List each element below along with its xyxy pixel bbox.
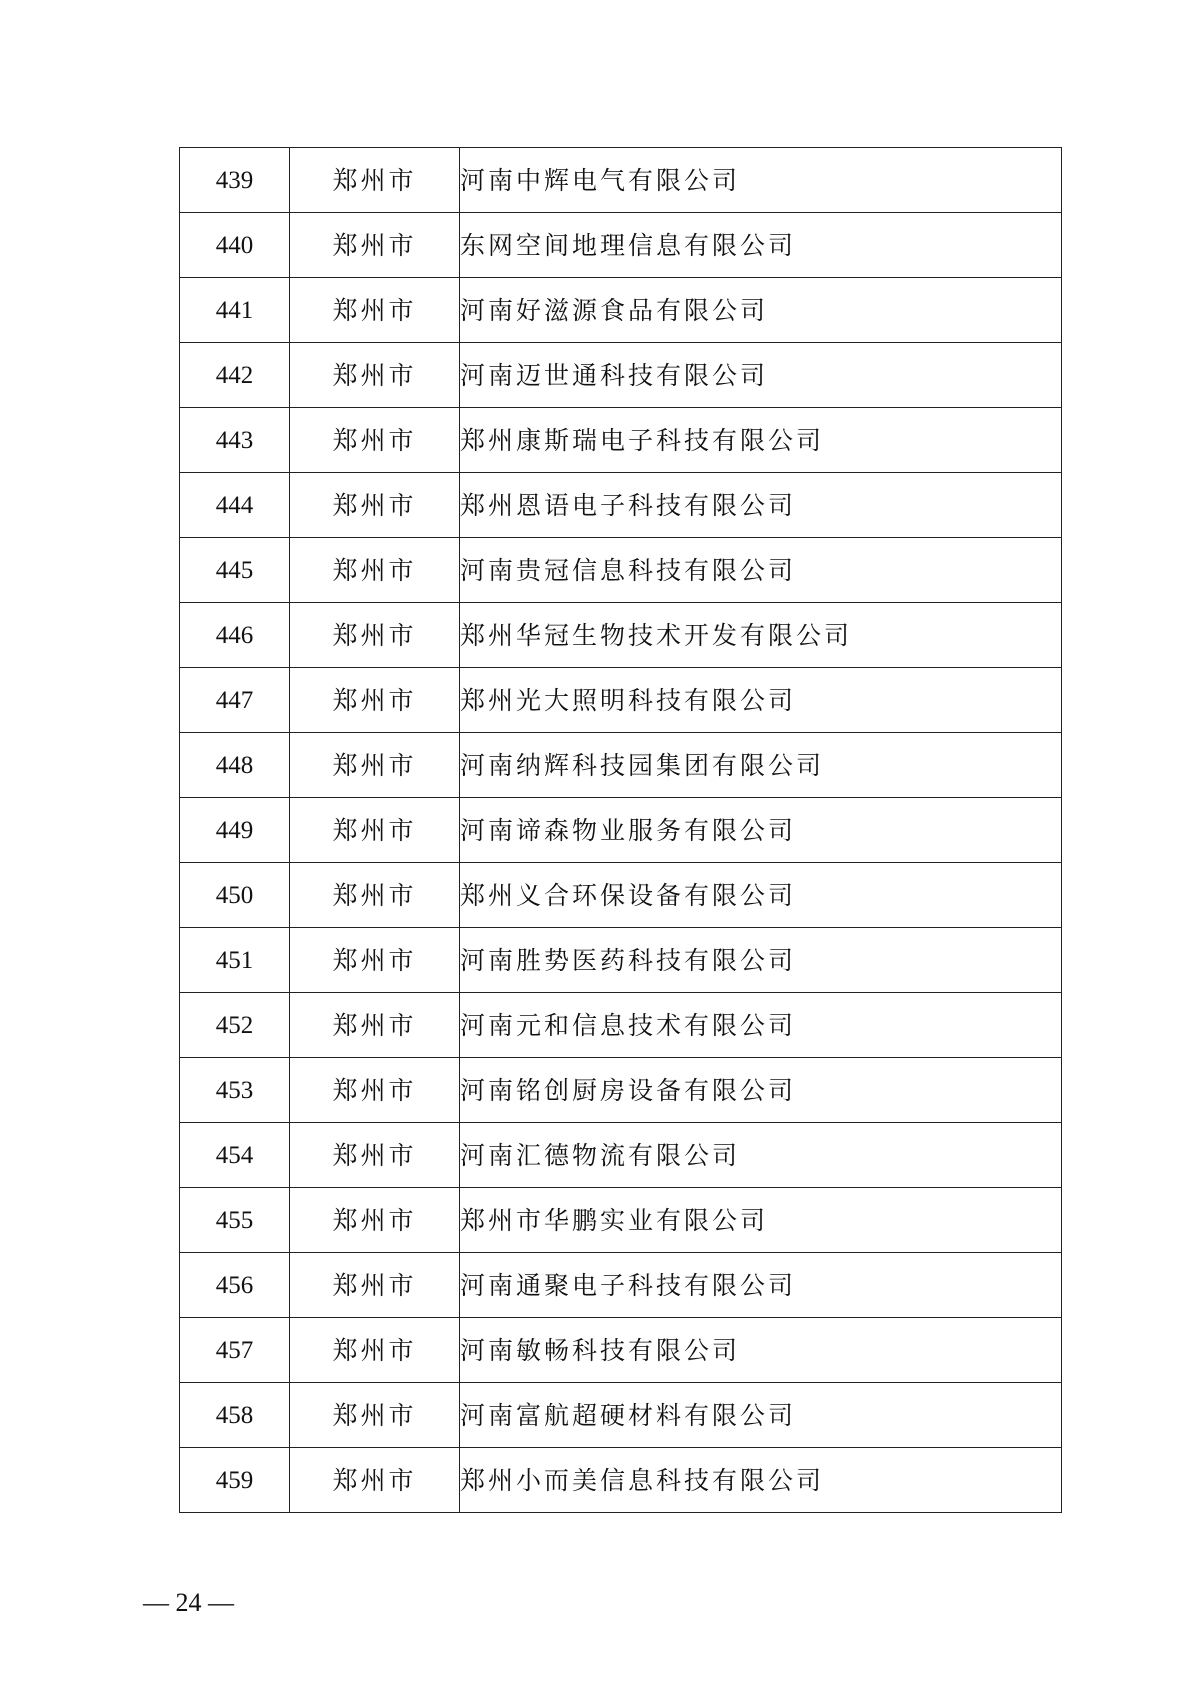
row-number-cell: 439 <box>180 148 290 213</box>
table-row <box>180 1123 1062 1188</box>
company-name-cell: 河南中辉电气有限公司 <box>460 148 1062 213</box>
city-cell: 郑州市 <box>290 538 460 603</box>
table-row <box>180 993 1062 1058</box>
row-number-cell: 457 <box>180 1318 290 1383</box>
city-cell: 郑州市 <box>290 1383 460 1448</box>
row-number-cell: 440 <box>180 213 290 278</box>
row-number-cell: 456 <box>180 1253 290 1318</box>
row-number-cell: 452 <box>180 993 290 1058</box>
table-row <box>180 733 1062 798</box>
company-name-cell: 河南胜势医药科技有限公司 <box>460 928 1062 993</box>
city-cell: 郑州市 <box>290 1058 460 1123</box>
city-cell: 郑州市 <box>290 603 460 668</box>
company-name-cell: 河南元和信息技术有限公司 <box>460 993 1062 1058</box>
table-row <box>180 278 1062 343</box>
table-row <box>180 1318 1062 1383</box>
city-cell: 郑州市 <box>290 343 460 408</box>
row-number-cell: 447 <box>180 668 290 733</box>
table-row <box>180 148 1062 213</box>
company-name-cell: 河南铭创厨房设备有限公司 <box>460 1058 1062 1123</box>
row-number-cell: 441 <box>180 278 290 343</box>
company-name-cell: 郑州义合环保设备有限公司 <box>460 863 1062 928</box>
table-body <box>180 148 1062 1513</box>
table-row <box>180 668 1062 733</box>
city-cell: 郑州市 <box>290 798 460 863</box>
row-number-cell: 446 <box>180 603 290 668</box>
row-number-cell: 442 <box>180 343 290 408</box>
city-cell: 郑州市 <box>290 473 460 538</box>
company-name-cell: 河南贵冠信息科技有限公司 <box>460 538 1062 603</box>
table-row <box>180 603 1062 668</box>
table-row <box>180 1058 1062 1123</box>
row-number-cell: 455 <box>180 1188 290 1253</box>
city-cell: 郑州市 <box>290 668 460 733</box>
table-row <box>180 213 1062 278</box>
table-row <box>180 798 1062 863</box>
company-name-cell: 河南纳辉科技园集团有限公司 <box>460 733 1062 798</box>
company-name-cell: 河南汇德物流有限公司 <box>460 1123 1062 1188</box>
row-number-cell: 443 <box>180 408 290 473</box>
company-name-cell: 郑州康斯瑞电子科技有限公司 <box>460 408 1062 473</box>
company-name-cell: 河南谛森物业服务有限公司 <box>460 798 1062 863</box>
city-cell: 郑州市 <box>290 1123 460 1188</box>
table-row <box>180 863 1062 928</box>
row-number-cell: 445 <box>180 538 290 603</box>
city-cell: 郑州市 <box>290 1253 460 1318</box>
page-number: — 24 — <box>143 1588 234 1617</box>
company-name-cell: 郑州华冠生物技术开发有限公司 <box>460 603 1062 668</box>
row-number-cell: 454 <box>180 1123 290 1188</box>
city-cell: 郑州市 <box>290 1448 460 1513</box>
company-name-cell: 河南迈世通科技有限公司 <box>460 343 1062 408</box>
company-name-cell: 郑州市华鹏实业有限公司 <box>460 1188 1062 1253</box>
row-number-cell: 453 <box>180 1058 290 1123</box>
city-cell: 郑州市 <box>290 213 460 278</box>
row-number-cell: 450 <box>180 863 290 928</box>
company-name-cell: 郑州恩语电子科技有限公司 <box>460 473 1062 538</box>
table-row <box>180 1383 1062 1448</box>
city-cell: 郑州市 <box>290 733 460 798</box>
company-list-table <box>179 147 1062 1513</box>
city-cell: 郑州市 <box>290 408 460 473</box>
city-cell: 郑州市 <box>290 1318 460 1383</box>
city-cell: 郑州市 <box>290 993 460 1058</box>
row-number-cell: 458 <box>180 1383 290 1448</box>
city-cell: 郑州市 <box>290 148 460 213</box>
row-number-cell: 444 <box>180 473 290 538</box>
table-row <box>180 1188 1062 1253</box>
company-name-cell: 东网空间地理信息有限公司 <box>460 213 1062 278</box>
table-row <box>180 1253 1062 1318</box>
row-number-cell: 449 <box>180 798 290 863</box>
city-cell: 郑州市 <box>290 278 460 343</box>
company-name-cell: 河南敏畅科技有限公司 <box>460 1318 1062 1383</box>
company-name-cell: 河南通聚电子科技有限公司 <box>460 1253 1062 1318</box>
company-name-cell: 郑州小而美信息科技有限公司 <box>460 1448 1062 1513</box>
table-row <box>180 1448 1062 1513</box>
city-cell: 郑州市 <box>290 1188 460 1253</box>
row-number-cell: 459 <box>180 1448 290 1513</box>
company-name-cell: 郑州光大照明科技有限公司 <box>460 668 1062 733</box>
company-name-cell: 河南富航超硬材料有限公司 <box>460 1383 1062 1448</box>
city-cell: 郑州市 <box>290 928 460 993</box>
company-name-cell: 河南好滋源食品有限公司 <box>460 278 1062 343</box>
table-row <box>180 343 1062 408</box>
row-number-cell: 451 <box>180 928 290 993</box>
row-number-cell: 448 <box>180 733 290 798</box>
table-row <box>180 408 1062 473</box>
city-cell: 郑州市 <box>290 863 460 928</box>
table-row <box>180 473 1062 538</box>
table-row <box>180 928 1062 993</box>
table-row <box>180 538 1062 603</box>
